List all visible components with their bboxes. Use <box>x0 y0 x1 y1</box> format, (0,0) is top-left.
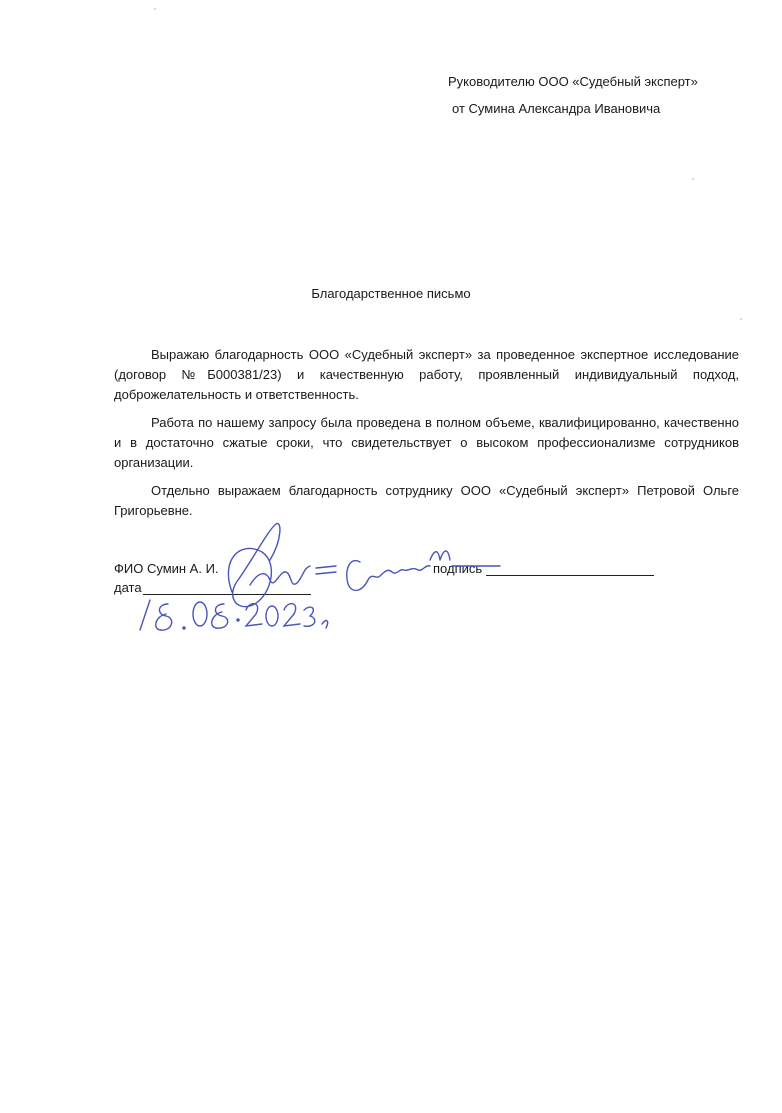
addressee-line: Руководителю ООО «Судебный эксперт» <box>448 74 698 89</box>
scan-speck <box>692 178 694 180</box>
date-label: дата <box>114 580 142 595</box>
paragraph-employee-thanks: Отдельно выражаем благодарность сотруднику ООО «Судебный эксперт» Петровой Ольге Григорьевне. <box>114 483 739 518</box>
sender-line: от Сумина Александра Ивановича <box>452 101 661 116</box>
document-title: Благодарственное письмо <box>311 286 471 301</box>
signature-label: подпись <box>433 561 483 576</box>
fio-label: ФИО Сумин А. И. <box>114 561 219 576</box>
scan-speck <box>154 8 156 10</box>
paragraph-gratitude: Выражаю благодарность ООО «Судебный эксперт» за проведенное экспертное исследование (договор №Б000381/23) и качественную работу, проявленный индивидуальный подход, доброжелательность и ответственность. <box>114 347 739 402</box>
scan-speck <box>740 318 742 320</box>
paragraph-work-quality: Работа по нашему запросу была проведена в полном объеме, квалифицированно, качественно и в достаточно сжатые сроки, что свидетельствует о высоком профессионализме сотрудников организации. <box>114 415 739 470</box>
